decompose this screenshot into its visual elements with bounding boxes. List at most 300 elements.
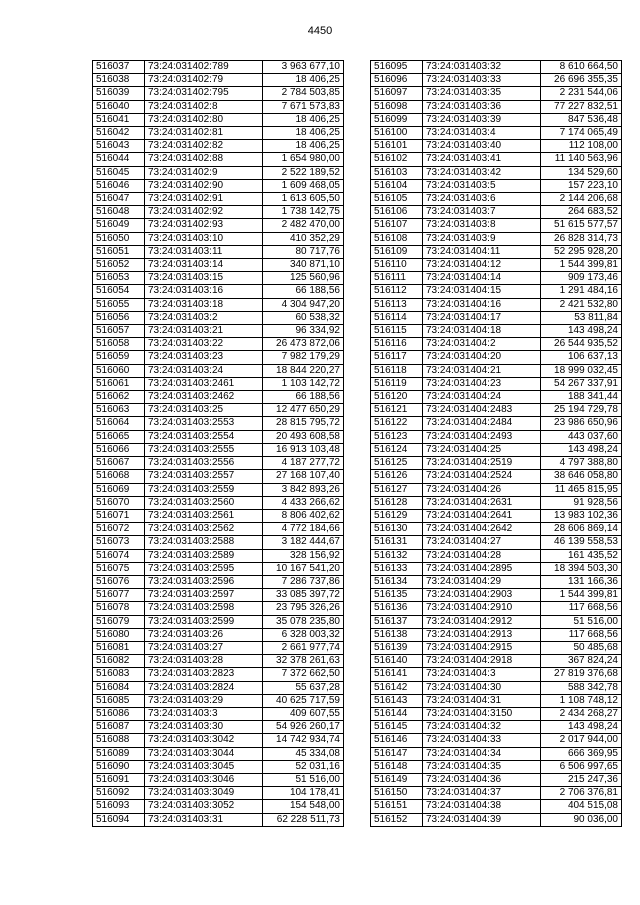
row-id-cell: 516045 xyxy=(93,166,145,179)
row-id-cell: 516152 xyxy=(371,813,423,826)
table-row xyxy=(93,404,344,417)
value-cell: 91 928,56 xyxy=(541,496,622,509)
cadastral-number-cell: 73:24:031404:38 xyxy=(423,800,541,813)
row-id-cell: 516146 xyxy=(371,734,423,747)
value-cell: 1 291 484,16 xyxy=(541,285,622,298)
cadastral-number-cell: 73:24:031404:2484 xyxy=(423,417,541,430)
row-id-cell: 516145 xyxy=(371,721,423,734)
value-cell: 90 036,00 xyxy=(541,813,622,826)
value-cell: 52 031,16 xyxy=(263,760,344,773)
value-cell: 154 548,00 xyxy=(263,800,344,813)
cadastral-number-cell: 73:24:031403:2823 xyxy=(145,668,263,681)
value-cell: 443 037,60 xyxy=(541,430,622,443)
value-cell: 11 140 563,96 xyxy=(541,153,622,166)
cadastral-number-cell: 73:24:031403:31 xyxy=(145,813,263,826)
row-id-cell: 516087 xyxy=(93,721,145,734)
row-id-cell: 516052 xyxy=(93,259,145,272)
value-cell: 52 295 928,20 xyxy=(541,245,622,258)
table-row xyxy=(93,153,344,166)
table-row xyxy=(93,166,344,179)
cadastral-number-cell: 73:24:031404:18 xyxy=(423,325,541,338)
value-cell: 13 983 102,36 xyxy=(541,509,622,522)
row-id-cell: 516134 xyxy=(371,575,423,588)
cadastral-number-cell: 73:24:031404:24 xyxy=(423,391,541,404)
table-row xyxy=(93,127,344,140)
table-row xyxy=(371,140,622,153)
cadastral-number-cell: 73:24:031403:16 xyxy=(145,285,263,298)
value-cell: 1 609 468,05 xyxy=(263,179,344,192)
value-cell: 2 421 532,80 xyxy=(541,298,622,311)
cadastral-number-cell: 73:24:031403:9 xyxy=(423,232,541,245)
cadastral-table-left xyxy=(92,60,344,827)
row-id-cell: 516056 xyxy=(93,311,145,324)
row-id-cell: 516133 xyxy=(371,562,423,575)
value-cell: 27 168 107,40 xyxy=(263,470,344,483)
cadastral-number-cell: 73:24:031404:2895 xyxy=(423,562,541,575)
cadastral-number-cell: 73:24:031402:81 xyxy=(145,127,263,140)
row-id-cell: 516067 xyxy=(93,457,145,470)
cadastral-number-cell: 73:24:031403:2589 xyxy=(145,549,263,562)
table-row xyxy=(371,298,622,311)
value-cell: 18 999 032,45 xyxy=(541,364,622,377)
row-id-cell: 516122 xyxy=(371,417,423,430)
cadastral-number-cell: 73:24:031403:2559 xyxy=(145,483,263,496)
cadastral-number-cell: 73:24:031404:37 xyxy=(423,787,541,800)
cadastral-number-cell: 73:24:031403:32 xyxy=(423,61,541,74)
row-id-cell: 516121 xyxy=(371,404,423,417)
row-id-cell: 516118 xyxy=(371,364,423,377)
cadastral-number-cell: 73:24:031402:92 xyxy=(145,206,263,219)
cadastral-number-cell: 73:24:031404:2910 xyxy=(423,602,541,615)
table-row xyxy=(371,61,622,74)
cadastral-number-cell: 73:24:031404:2918 xyxy=(423,655,541,668)
value-cell: 55 637,28 xyxy=(263,681,344,694)
value-cell: 1 103 142,72 xyxy=(263,377,344,390)
table-row xyxy=(371,113,622,126)
row-id-cell: 516112 xyxy=(371,285,423,298)
value-cell: 66 188,56 xyxy=(263,285,344,298)
table-row xyxy=(371,232,622,245)
cadastral-number-cell: 73:24:031403:15 xyxy=(145,272,263,285)
table-row xyxy=(93,509,344,522)
cadastral-number-cell: 73:24:031403:36 xyxy=(423,100,541,113)
cadastral-number-cell: 73:24:031404:2915 xyxy=(423,641,541,654)
table-row xyxy=(371,589,622,602)
value-cell: 328 156,92 xyxy=(263,549,344,562)
row-id-cell: 516050 xyxy=(93,232,145,245)
cadastral-number-cell: 73:24:031402:795 xyxy=(145,87,263,100)
table-row xyxy=(93,470,344,483)
value-cell: 1 108 748,12 xyxy=(541,694,622,707)
value-cell: 7 671 573,83 xyxy=(263,100,344,113)
cadastral-number-cell: 73:24:031404:28 xyxy=(423,549,541,562)
value-cell: 2 231 544,06 xyxy=(541,87,622,100)
table-row xyxy=(93,707,344,720)
row-id-cell: 516128 xyxy=(371,496,423,509)
cadastral-number-cell: 73:24:031403:25 xyxy=(145,404,263,417)
row-id-cell: 516061 xyxy=(93,377,145,390)
row-id-cell: 516065 xyxy=(93,430,145,443)
value-cell: 588 342,78 xyxy=(541,681,622,694)
value-cell: 2 706 376,81 xyxy=(541,787,622,800)
cadastral-number-cell: 73:24:031404:2493 xyxy=(423,430,541,443)
table-row xyxy=(93,113,344,126)
cadastral-number-cell: 73:24:031403:3042 xyxy=(145,734,263,747)
row-id-cell: 516138 xyxy=(371,628,423,641)
value-cell: 157 223,10 xyxy=(541,179,622,192)
cadastral-number-cell: 73:24:031403:2598 xyxy=(145,602,263,615)
cadastral-number-cell: 73:24:031404:30 xyxy=(423,681,541,694)
value-cell: 2 482 470,00 xyxy=(263,219,344,232)
table-row xyxy=(371,655,622,668)
value-cell: 3 963 677,10 xyxy=(263,61,344,74)
table-row xyxy=(371,100,622,113)
value-cell: 4 772 184,66 xyxy=(263,523,344,536)
value-cell: 35 078 235,80 xyxy=(263,615,344,628)
row-id-cell: 516071 xyxy=(93,509,145,522)
row-id-cell: 516093 xyxy=(93,800,145,813)
table-row xyxy=(93,655,344,668)
table-row xyxy=(371,615,622,628)
row-id-cell: 516140 xyxy=(371,655,423,668)
table-row xyxy=(371,193,622,206)
row-id-cell: 516101 xyxy=(371,140,423,153)
row-id-cell: 516060 xyxy=(93,364,145,377)
row-id-cell: 516070 xyxy=(93,496,145,509)
table-row xyxy=(371,325,622,338)
row-id-cell: 516105 xyxy=(371,193,423,206)
cadastral-number-cell: 73:24:031403:7 xyxy=(423,206,541,219)
cadastral-number-cell: 73:24:031403:2555 xyxy=(145,443,263,456)
cadastral-number-cell: 73:24:031404:23 xyxy=(423,377,541,390)
table-row xyxy=(371,391,622,404)
table-row xyxy=(371,179,622,192)
row-id-cell: 516108 xyxy=(371,232,423,245)
table-row xyxy=(93,760,344,773)
value-cell: 4 433 266,62 xyxy=(263,496,344,509)
value-cell: 143 498,24 xyxy=(541,721,622,734)
cadastral-number-cell: 73:24:031403:2561 xyxy=(145,509,263,522)
row-id-cell: 516099 xyxy=(371,113,423,126)
cadastral-number-cell: 73:24:031403:2595 xyxy=(145,562,263,575)
cadastral-number-cell: 73:24:031404:27 xyxy=(423,536,541,549)
row-id-cell: 516151 xyxy=(371,800,423,813)
row-id-cell: 516043 xyxy=(93,140,145,153)
value-cell: 215 247,36 xyxy=(541,773,622,786)
value-cell: 409 607,55 xyxy=(263,707,344,720)
cadastral-number-cell: 73:24:031403:2461 xyxy=(145,377,263,390)
cadastral-number-cell: 73:24:031404:32 xyxy=(423,721,541,734)
cadastral-number-cell: 73:24:031403:8 xyxy=(423,219,541,232)
row-id-cell: 516080 xyxy=(93,628,145,641)
cadastral-number-cell: 73:24:031402:789 xyxy=(145,61,263,74)
row-id-cell: 516150 xyxy=(371,787,423,800)
table-row xyxy=(93,193,344,206)
table-row xyxy=(93,74,344,87)
cadastral-number-cell: 73:24:031403:10 xyxy=(145,232,263,245)
row-id-cell: 516066 xyxy=(93,443,145,456)
cadastral-number-cell: 73:24:031404:3 xyxy=(423,668,541,681)
table-row xyxy=(371,773,622,786)
value-cell: 66 188,56 xyxy=(263,391,344,404)
value-cell: 1 544 399,81 xyxy=(541,589,622,602)
cadastral-number-cell: 73:24:031403:2597 xyxy=(145,589,263,602)
table-row xyxy=(371,311,622,324)
table-row xyxy=(371,707,622,720)
cadastral-number-cell: 73:24:031403:26 xyxy=(145,628,263,641)
table-row xyxy=(371,734,622,747)
cadastral-number-cell: 73:24:031402:90 xyxy=(145,179,263,192)
value-cell: 51 615 577,57 xyxy=(541,219,622,232)
cadastral-number-cell: 73:24:031403:3044 xyxy=(145,747,263,760)
table-row xyxy=(371,602,622,615)
value-cell: 117 668,56 xyxy=(541,628,622,641)
value-cell: 20 493 608,58 xyxy=(263,430,344,443)
value-cell: 125 560,96 xyxy=(263,272,344,285)
value-cell: 18 406,25 xyxy=(263,113,344,126)
value-cell: 367 824,24 xyxy=(541,655,622,668)
table-row xyxy=(93,787,344,800)
table-row xyxy=(371,536,622,549)
value-cell: 847 536,48 xyxy=(541,113,622,126)
value-cell: 1 613 605,50 xyxy=(263,193,344,206)
row-id-cell: 516046 xyxy=(93,179,145,192)
value-cell: 51 516,00 xyxy=(263,773,344,786)
cadastral-number-cell: 73:24:031402:8 xyxy=(145,100,263,113)
cadastral-number-cell: 73:24:031403:2553 xyxy=(145,417,263,430)
value-cell: 2 017 944,00 xyxy=(541,734,622,747)
table-row xyxy=(93,734,344,747)
value-cell: 3 182 444,67 xyxy=(263,536,344,549)
value-cell: 4 304 947,20 xyxy=(263,298,344,311)
row-id-cell: 516053 xyxy=(93,272,145,285)
row-id-cell: 516096 xyxy=(371,74,423,87)
row-id-cell: 516082 xyxy=(93,655,145,668)
value-cell: 11 465 815,95 xyxy=(541,483,622,496)
cadastral-number-cell: 73:24:031402:91 xyxy=(145,193,263,206)
table-row xyxy=(371,364,622,377)
row-id-cell: 516137 xyxy=(371,615,423,628)
row-id-cell: 516135 xyxy=(371,589,423,602)
row-id-cell: 516076 xyxy=(93,575,145,588)
table-row xyxy=(371,681,622,694)
row-id-cell: 516086 xyxy=(93,707,145,720)
table-row xyxy=(93,206,344,219)
cadastral-number-cell: 73:24:031403:22 xyxy=(145,338,263,351)
row-id-cell: 516074 xyxy=(93,549,145,562)
value-cell: 46 139 558,53 xyxy=(541,536,622,549)
value-cell: 1 544 399,81 xyxy=(541,259,622,272)
table-row xyxy=(93,245,344,258)
cadastral-number-cell: 73:24:031403:18 xyxy=(145,298,263,311)
cadastral-number-cell: 73:24:031404:35 xyxy=(423,760,541,773)
cadastral-number-cell: 73:24:031404:2 xyxy=(423,338,541,351)
cadastral-number-cell: 73:24:031404:15 xyxy=(423,285,541,298)
table-row xyxy=(371,74,622,87)
value-cell: 27 819 376,68 xyxy=(541,668,622,681)
table-row xyxy=(93,100,344,113)
row-id-cell: 516090 xyxy=(93,760,145,773)
value-cell: 23 986 650,96 xyxy=(541,417,622,430)
row-id-cell: 516114 xyxy=(371,311,423,324)
row-id-cell: 516047 xyxy=(93,193,145,206)
row-id-cell: 516075 xyxy=(93,562,145,575)
table-row xyxy=(371,694,622,707)
table-row xyxy=(93,628,344,641)
cadastral-number-cell: 73:24:031403:3046 xyxy=(145,773,263,786)
table-row xyxy=(371,760,622,773)
value-cell: 38 646 058,80 xyxy=(541,470,622,483)
cadastral-number-cell: 73:24:031403:2554 xyxy=(145,430,263,443)
row-id-cell: 516051 xyxy=(93,245,145,258)
cadastral-number-cell: 73:24:031403:2599 xyxy=(145,615,263,628)
value-cell: 143 498,24 xyxy=(541,443,622,456)
cadastral-number-cell: 73:24:031403:39 xyxy=(423,113,541,126)
cadastral-number-cell: 73:24:031403:41 xyxy=(423,153,541,166)
row-id-cell: 516113 xyxy=(371,298,423,311)
cadastral-number-cell: 73:24:031404:2641 xyxy=(423,509,541,522)
value-cell: 50 485,68 xyxy=(541,641,622,654)
table-row xyxy=(93,87,344,100)
table-row xyxy=(93,575,344,588)
table-row xyxy=(93,562,344,575)
row-id-cell: 516142 xyxy=(371,681,423,694)
cadastral-number-cell: 73:24:031404:2519 xyxy=(423,457,541,470)
cadastral-number-cell: 73:24:031402:79 xyxy=(145,74,263,87)
value-cell: 10 167 541,20 xyxy=(263,562,344,575)
value-cell: 51 516,00 xyxy=(541,615,622,628)
value-cell: 28 606 869,14 xyxy=(541,523,622,536)
table-row xyxy=(93,272,344,285)
table-row xyxy=(93,523,344,536)
table-row xyxy=(93,443,344,456)
cadastral-number-cell: 73:24:031402:9 xyxy=(145,166,263,179)
value-cell: 134 529,60 xyxy=(541,166,622,179)
row-id-cell: 516115 xyxy=(371,325,423,338)
row-id-cell: 516069 xyxy=(93,483,145,496)
cadastral-number-cell: 73:24:031403:28 xyxy=(145,655,263,668)
cadastral-number-cell: 73:24:031403:3 xyxy=(145,707,263,720)
table-row xyxy=(93,641,344,654)
row-id-cell: 516139 xyxy=(371,641,423,654)
row-id-cell: 516131 xyxy=(371,536,423,549)
cadastral-number-cell: 73:24:031404:2631 xyxy=(423,496,541,509)
table-row xyxy=(93,364,344,377)
row-id-cell: 516144 xyxy=(371,707,423,720)
cadastral-number-cell: 73:24:031403:2556 xyxy=(145,457,263,470)
row-id-cell: 516119 xyxy=(371,377,423,390)
table-row xyxy=(371,523,622,536)
row-id-cell: 516132 xyxy=(371,549,423,562)
cadastral-number-cell: 73:24:031404:34 xyxy=(423,747,541,760)
row-id-cell: 516073 xyxy=(93,536,145,549)
value-cell: 264 683,52 xyxy=(541,206,622,219)
value-cell: 410 352,29 xyxy=(263,232,344,245)
row-id-cell: 516042 xyxy=(93,127,145,140)
cadastral-number-cell: 73:24:031402:88 xyxy=(145,153,263,166)
cadastral-number-cell: 73:24:031403:40 xyxy=(423,140,541,153)
cadastral-number-cell: 73:24:031403:42 xyxy=(423,166,541,179)
row-id-cell: 516126 xyxy=(371,470,423,483)
row-id-cell: 516111 xyxy=(371,272,423,285)
table-row xyxy=(371,272,622,285)
table-row xyxy=(371,127,622,140)
cadastral-number-cell: 73:24:031403:2462 xyxy=(145,391,263,404)
cadastral-number-cell: 73:24:031403:4 xyxy=(423,127,541,140)
row-id-cell: 516058 xyxy=(93,338,145,351)
row-id-cell: 516038 xyxy=(93,74,145,87)
cadastral-number-cell: 73:24:031403:2824 xyxy=(145,681,263,694)
table-row xyxy=(371,153,622,166)
value-cell: 2 522 189,52 xyxy=(263,166,344,179)
cadastral-number-cell: 73:24:031404:16 xyxy=(423,298,541,311)
table-row xyxy=(371,206,622,219)
value-cell: 26 473 872,06 xyxy=(263,338,344,351)
value-cell: 909 173,46 xyxy=(541,272,622,285)
value-cell: 26 828 314,73 xyxy=(541,232,622,245)
value-cell: 7 286 737,86 xyxy=(263,575,344,588)
row-id-cell: 516149 xyxy=(371,773,423,786)
table-row xyxy=(93,589,344,602)
cadastral-number-cell: 73:24:031403:23 xyxy=(145,351,263,364)
value-cell: 143 498,24 xyxy=(541,325,622,338)
row-id-cell: 516040 xyxy=(93,100,145,113)
row-id-cell: 516102 xyxy=(371,153,423,166)
table-row xyxy=(93,549,344,562)
row-id-cell: 516062 xyxy=(93,391,145,404)
row-id-cell: 516048 xyxy=(93,206,145,219)
value-cell: 7 372 662,50 xyxy=(263,668,344,681)
cadastral-number-cell: 73:24:031403:3052 xyxy=(145,800,263,813)
table-row xyxy=(93,61,344,74)
value-cell: 2 784 503,85 xyxy=(263,87,344,100)
value-cell: 18 844 220,27 xyxy=(263,364,344,377)
row-id-cell: 516044 xyxy=(93,153,145,166)
value-cell: 340 871,10 xyxy=(263,259,344,272)
row-id-cell: 516049 xyxy=(93,219,145,232)
row-id-cell: 516083 xyxy=(93,668,145,681)
cadastral-number-cell: 73:24:031404:20 xyxy=(423,351,541,364)
value-cell: 6 506 997,65 xyxy=(541,760,622,773)
table-row xyxy=(93,259,344,272)
value-cell: 2 661 977,74 xyxy=(263,641,344,654)
cadastral-number-cell: 73:24:031403:33 xyxy=(423,74,541,87)
cadastral-number-cell: 73:24:031403:27 xyxy=(145,641,263,654)
row-id-cell: 516107 xyxy=(371,219,423,232)
row-id-cell: 516120 xyxy=(371,391,423,404)
cadastral-number-cell: 73:24:031403:2560 xyxy=(145,496,263,509)
cadastral-number-cell: 73:24:031404:36 xyxy=(423,773,541,786)
row-id-cell: 516127 xyxy=(371,483,423,496)
page-number: 4450 xyxy=(307,25,333,37)
row-id-cell: 516129 xyxy=(371,509,423,522)
table-row xyxy=(93,773,344,786)
value-cell: 18 406,25 xyxy=(263,140,344,153)
cadastral-number-cell: 73:24:031403:29 xyxy=(145,694,263,707)
value-cell: 45 334,08 xyxy=(263,747,344,760)
table-row xyxy=(93,747,344,760)
table-row xyxy=(93,377,344,390)
cadastral-number-cell: 73:24:031404:21 xyxy=(423,364,541,377)
value-cell: 666 369,95 xyxy=(541,747,622,760)
table-row xyxy=(371,787,622,800)
table-row xyxy=(371,575,622,588)
value-cell: 18 394 503,30 xyxy=(541,562,622,575)
cadastral-number-cell: 73:24:031403:3045 xyxy=(145,760,263,773)
row-id-cell: 516116 xyxy=(371,338,423,351)
row-id-cell: 516141 xyxy=(371,668,423,681)
row-id-cell: 516106 xyxy=(371,206,423,219)
